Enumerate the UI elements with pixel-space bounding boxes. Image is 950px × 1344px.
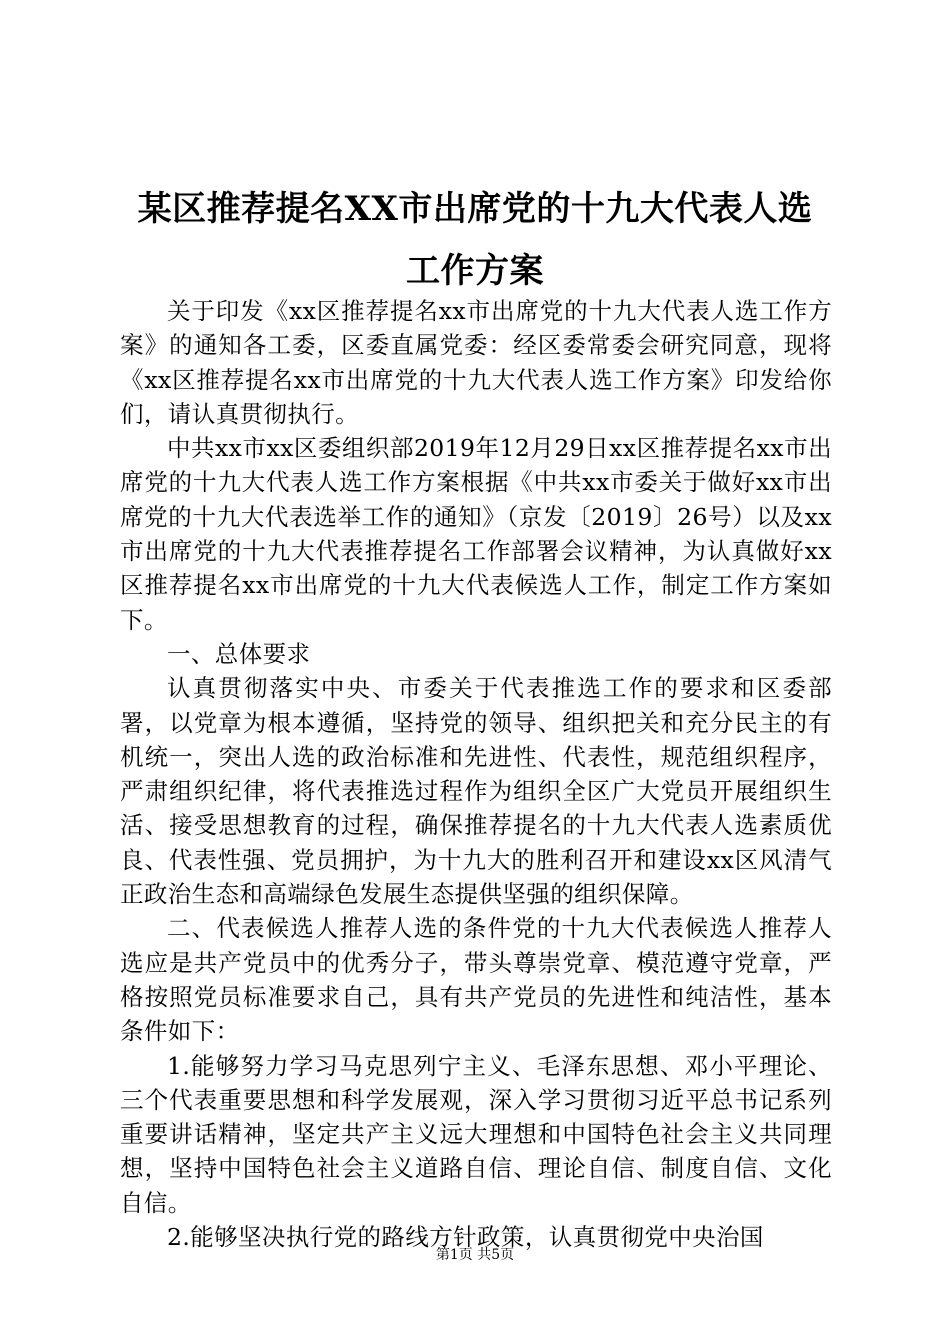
page-footer: 第1页 共5页 (435, 1247, 515, 1263)
document-title (120, 178, 830, 302)
paragraph-basis: 中共xx市xx区委组织部2019年12月29日xx区推荐提名xx市出席党的十九大代表人选工作方案根据《中共xx市委关于做好xx市出席党的十九大代表选举工作的通知》（京发〔2019〕26号）以及xx市出席党的十九大代表推荐提名工作部署会议精神，为认真做好xx区推荐提名xx市出席党的十九大代表候选人工作，制定工作方案如下。 (120, 434, 832, 634)
title-line-1: 某区推荐提名XX市出席党的十九大代表人选 (137, 189, 813, 229)
section-heading-general-requirements: 一、总体要求 (167, 639, 311, 668)
paragraph-condition-1: 1.能够努力学习马克思列宁主义、毛泽东思想、邓小平理论、三个代表重要思想和科学发展观，深入学习贯彻习近平总书记系列重要讲话精神，坚定共产主义远大理想和中国特色社会主义共同理想，坚持中国特色社会主义道路自信、理论自信、制度自信、文化自信。 (120, 1051, 832, 1217)
title-line-2: 工作方案 (406, 251, 544, 291)
paragraph-intro-notice: 关于印发《xx区推荐提名xx市出席党的十九大代表人选工作方案》的通知各工委，区委直属党委：经区委常委会研究同意，现将《xx区推荐提名xx市出席党的十九大代表人选工作方案》印发给你们，请认真贯彻执行。 (120, 297, 832, 428)
document-body (120, 294, 832, 1254)
paragraph-condition-2: 2.能够坚决执行党的路线方针政策，认真贯彻党中央治国 (167, 1223, 764, 1252)
paragraph-general-requirements: 认真贯彻落实中央、市委关于代表推选工作的要求和区委部署，以党章为根本遵循，坚持党的领导、组织把关和充分民主的有机统一，突出人选的政治标准和先进性、代表性，规范组织程序，严肃组织纪律，将代表推选过程作为组织全区广大党员开展组织生活、接受思想教育的过程，确保推荐提名的十九大代表人选素质优良、代表性强、党员拥护，为十九大的胜利召开和建设xx区风清气正政治生态和高端绿色发展生态提供坚强的组织保障。 (120, 674, 832, 909)
paragraph-candidate-conditions: 二、代表候选人推荐人选的条件党的十九大代表候选人推荐人选应是共产党员中的优秀分子，带头尊崇党章、模范遵守党章，严格按照党员标准要求自己，具有共产党员的先进性和纯洁性，基本条件如下： (120, 914, 832, 1046)
